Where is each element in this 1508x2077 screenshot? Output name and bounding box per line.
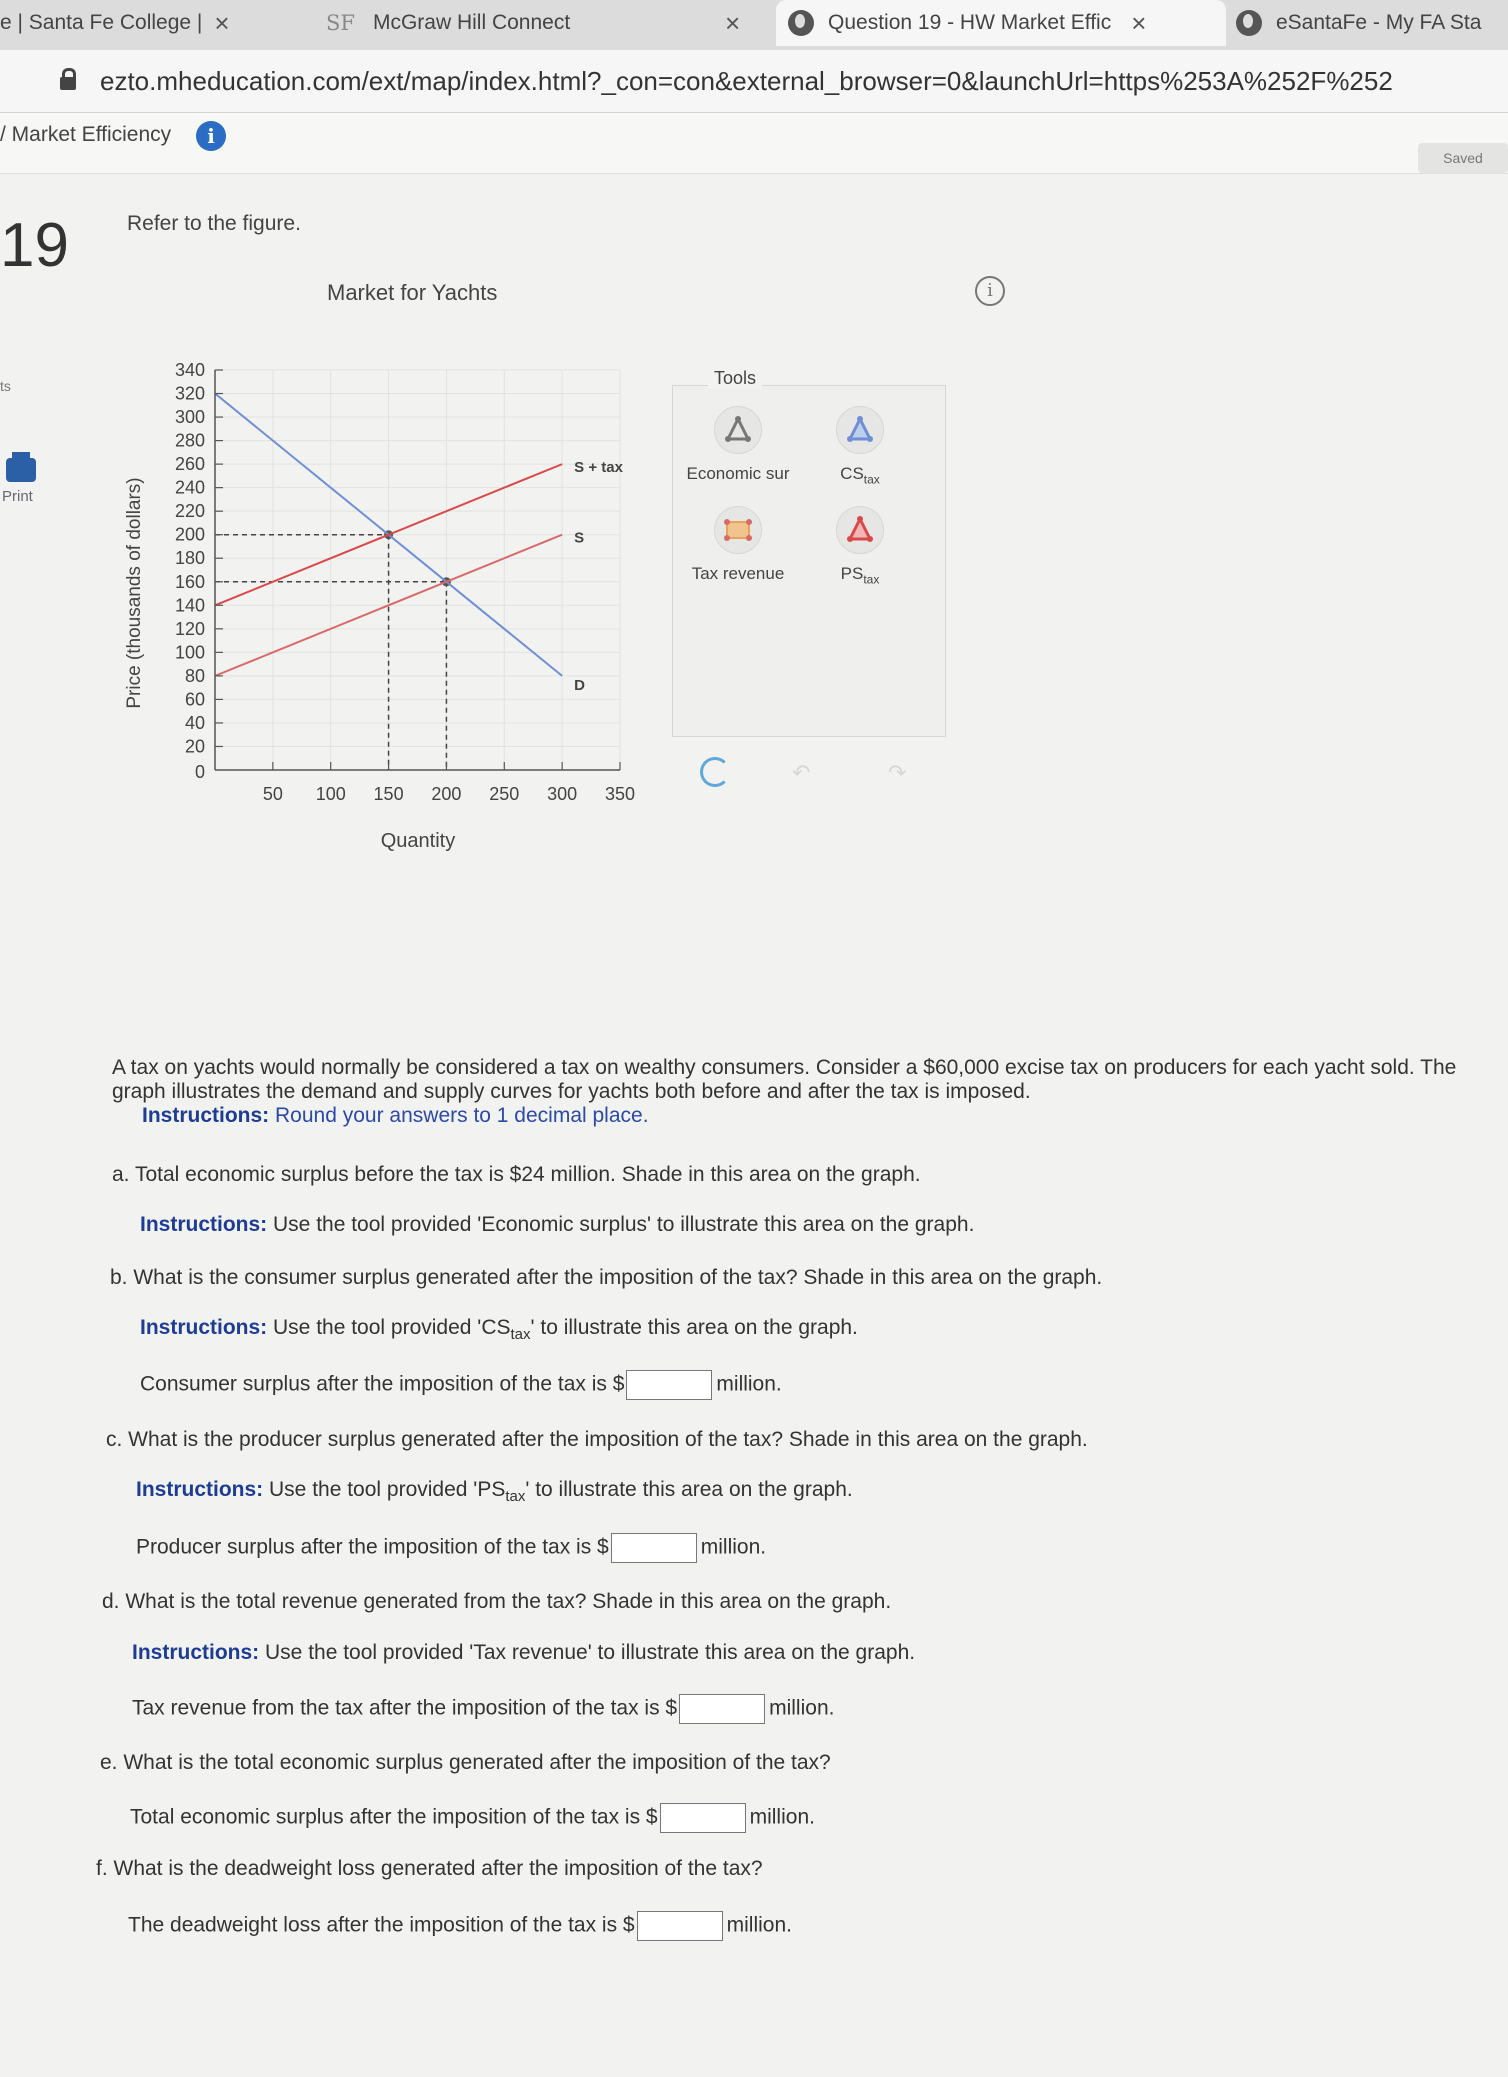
market-chart[interactable]: [115, 355, 655, 875]
tool-label-sub: tax: [863, 472, 880, 487]
y-tick-label: 60: [184, 689, 205, 710]
y-tick-label: 140: [174, 595, 205, 616]
answer-prompt: Total economic surplus after the imposition of the tax is $: [130, 1805, 658, 1829]
series-labels: [574, 459, 623, 694]
part-c-instructions: [136, 1478, 853, 1505]
tab-question-19[interactable]: [776, 0, 1226, 46]
x-tick-label: 350: [604, 784, 636, 804]
deadweight-loss-input[interactable]: [637, 1911, 723, 1941]
triangle-tool-icon: [714, 406, 762, 454]
ps-tax-tool[interactable]: [795, 506, 925, 586]
answer-prompt: Producer surplus after the imposition of the tax is $: [136, 1535, 609, 1559]
part-a: a. Total economic surplus before the tax is $24 million. Shade in this area on the graph.: [112, 1163, 921, 1186]
tool-label-main: PS: [840, 564, 864, 583]
part-e-answer-row: [130, 1803, 815, 1833]
economic-surplus-tool[interactable]: [673, 406, 803, 484]
address-bar[interactable]: [0, 50, 1508, 113]
instructions-text: ' to illustrate this area on the graph.: [530, 1316, 858, 1339]
saved-indicator: Saved: [1418, 143, 1508, 173]
chart-axes: [215, 370, 620, 770]
unit-label: million.: [749, 1805, 815, 1829]
curve-label: D: [574, 676, 585, 694]
y-tick-label: 280: [174, 430, 205, 451]
redo-icon[interactable]: ↷: [888, 760, 907, 785]
reference-lines: [215, 530, 451, 770]
tab-label: Question 19 - HW Market Effic: [828, 11, 1112, 34]
question-intro: Refer to the figure.: [127, 212, 301, 235]
rectangle-tool-icon: [714, 506, 762, 554]
y-tick-label: 340: [174, 360, 205, 380]
instructions-text: Use the tool provided 'Economic surplus' to illustrate this area on the graph.: [273, 1213, 975, 1236]
side-label: ts: [0, 378, 11, 394]
part-d-instructions: [132, 1641, 915, 1665]
y-tick-label: 80: [184, 665, 205, 686]
part-f: f. What is the deadweight loss generated after the imposition of the tax?: [96, 1857, 763, 1880]
undo-icon[interactable]: ↶: [792, 760, 811, 785]
x-tick-label: 100: [315, 784, 346, 804]
curve-label: S: [574, 529, 585, 547]
y-tick-label: 20: [184, 736, 205, 757]
instructions-sub: tax: [505, 1488, 526, 1506]
y-axis-label: Price (thousands of dollars): [124, 477, 145, 709]
answer-prompt: Consumer surplus after the imposition of the tax is $: [140, 1372, 625, 1396]
lock-icon: [60, 68, 76, 90]
instructions-text: Use the tool provided 'Tax revenue' to illustrate this area on the graph.: [265, 1641, 916, 1664]
total-surplus-input[interactable]: [660, 1803, 746, 1833]
x-tick-label: 150: [373, 784, 404, 804]
instructions-text: Use the tool provided 'CS: [273, 1316, 511, 1339]
x-tick-label: 200: [431, 784, 462, 804]
tools-title: Tools: [708, 368, 762, 389]
y-tick-labels: [175, 360, 205, 782]
part-c-answer-row: [136, 1533, 766, 1563]
tab-label: McGraw Hill Connect: [372, 11, 571, 34]
y-tick-label: 240: [174, 477, 205, 498]
y-tick-label: 220: [174, 501, 205, 522]
globe-icon: [1236, 10, 1262, 36]
tab-label: eSantaFe - My FA Sta: [1276, 11, 1482, 34]
tool-label: [795, 464, 925, 486]
chart-grid: [215, 370, 620, 770]
question-number: 19: [0, 211, 69, 280]
x-axis-label: Quantity: [380, 830, 456, 852]
assignment-title: / Market Efficiency: [0, 123, 172, 146]
instructions-text: Round your answers to 1 decimal place.: [275, 1104, 649, 1127]
ps-tax-input[interactable]: [611, 1533, 697, 1563]
y-tick-label: 180: [174, 548, 205, 569]
tools-panel: [672, 385, 946, 737]
intro-instructions: [112, 1104, 1472, 1128]
instructions-label: Instructions:: [140, 1213, 268, 1236]
instructions-sub: tax: [510, 1326, 531, 1344]
tab-label: e | Santa Fe College |: [0, 11, 203, 34]
unit-label: million.: [769, 1696, 835, 1720]
problem-intro-text: A tax on yachts would normally be considered a tax on wealthy consumers. Consider a $60,000 excise tax on producers for each yacht sold. The graph illustrates the demand and supply curves for yachts both before and after the tax is imposed.: [112, 1056, 1457, 1103]
part-b: b. What is the consumer surplus generated after the imposition of the tax? Shade in this area on the graph.: [110, 1266, 1103, 1289]
info-icon[interactable]: i: [196, 121, 226, 151]
close-icon[interactable]: ×: [724, 7, 741, 38]
instructions-label: Instructions:: [140, 1316, 268, 1339]
cs-tax-input[interactable]: [626, 1370, 712, 1400]
y-tick-label: 40: [184, 712, 205, 733]
part-d: d. What is the total revenue generated from the tax? Shade in this area on the graph.: [102, 1590, 892, 1613]
tab-mcgraw-hill[interactable]: [326, 0, 746, 46]
print-label[interactable]: Print: [2, 488, 33, 505]
x-tick-labels: [263, 784, 635, 804]
unit-label: million.: [726, 1913, 792, 1937]
tool-label-sub: tax: [863, 572, 880, 587]
cs-tax-tool[interactable]: [795, 406, 925, 486]
assignment-header: [0, 113, 1508, 174]
triangle-tool-icon: [836, 406, 884, 454]
x-tick-label: 50: [262, 784, 283, 804]
reset-icon[interactable]: [700, 757, 730, 787]
y-tick-label: 120: [174, 618, 205, 639]
instructions-label: Instructions:: [136, 1478, 264, 1501]
instructions-label: Instructions:: [132, 1641, 260, 1664]
part-b-instructions: [140, 1316, 858, 1343]
tax-revenue-tool[interactable]: [673, 506, 803, 584]
y-tick-label: 200: [174, 524, 205, 545]
unit-label: million.: [700, 1535, 767, 1559]
curve-label: S + tax: [574, 459, 623, 477]
x-tick-label: 250: [489, 784, 520, 804]
sf-favicon-icon: SF: [326, 11, 355, 35]
instructions-label: Instructions:: [142, 1104, 270, 1127]
tab-esantafe[interactable]: [1236, 0, 1508, 46]
url-text[interactable]: ezto.mheducation.com/ext/map/index.html?_con=con&external_browser=0&launchUrl=https%253A%252F%252: [100, 66, 1393, 96]
answer-prompt: Tax revenue from the tax after the imposition of the tax is $: [132, 1696, 678, 1720]
info-circle-icon[interactable]: i: [975, 276, 1005, 306]
answer-prompt: The deadweight loss after the imposition of the tax is $: [128, 1913, 635, 1937]
chart-title: Market for Yachts: [327, 280, 498, 305]
y-tick-label: 300: [174, 407, 205, 428]
part-a-instructions: [140, 1213, 974, 1237]
tab-santa-fe[interactable]: [0, 0, 300, 46]
globe-icon: [788, 10, 814, 36]
y-tick-label: 160: [174, 571, 205, 592]
part-d-answer-row: [132, 1694, 834, 1724]
x-tick-label: 300: [547, 784, 578, 804]
tool-label: Economic sur: [686, 464, 790, 483]
part-b-answer-row: [140, 1370, 782, 1400]
part-e: e. What is the total economic surplus generated after the imposition of the tax?: [100, 1751, 831, 1774]
browser-tab-bar: [0, 0, 1508, 51]
instructions-text: Use the tool provided 'PS: [269, 1478, 506, 1501]
tool-label: Tax revenue: [691, 564, 785, 583]
part-c: c. What is the producer surplus generated after the imposition of the tax? Shade in this area on the graph.: [106, 1428, 1088, 1451]
problem-intro: [112, 1056, 1472, 1128]
y-tick-label: 320: [174, 383, 205, 404]
close-icon[interactable]: ×: [214, 7, 230, 38]
part-f-answer-row: [128, 1911, 792, 1941]
tool-label-main: CS: [840, 464, 864, 483]
tool-label: [795, 564, 925, 586]
y-tick-label: 100: [174, 642, 205, 663]
y-tick-label: 260: [174, 454, 205, 475]
tax-revenue-input[interactable]: [679, 1694, 765, 1724]
instructions-text: ' to illustrate this area on the graph.: [525, 1478, 853, 1501]
origin-label: 0: [194, 762, 205, 782]
triangle-tool-icon: [836, 506, 884, 554]
printer-icon[interactable]: [6, 458, 36, 482]
close-icon[interactable]: ×: [1131, 7, 1147, 38]
unit-label: million.: [716, 1372, 782, 1396]
